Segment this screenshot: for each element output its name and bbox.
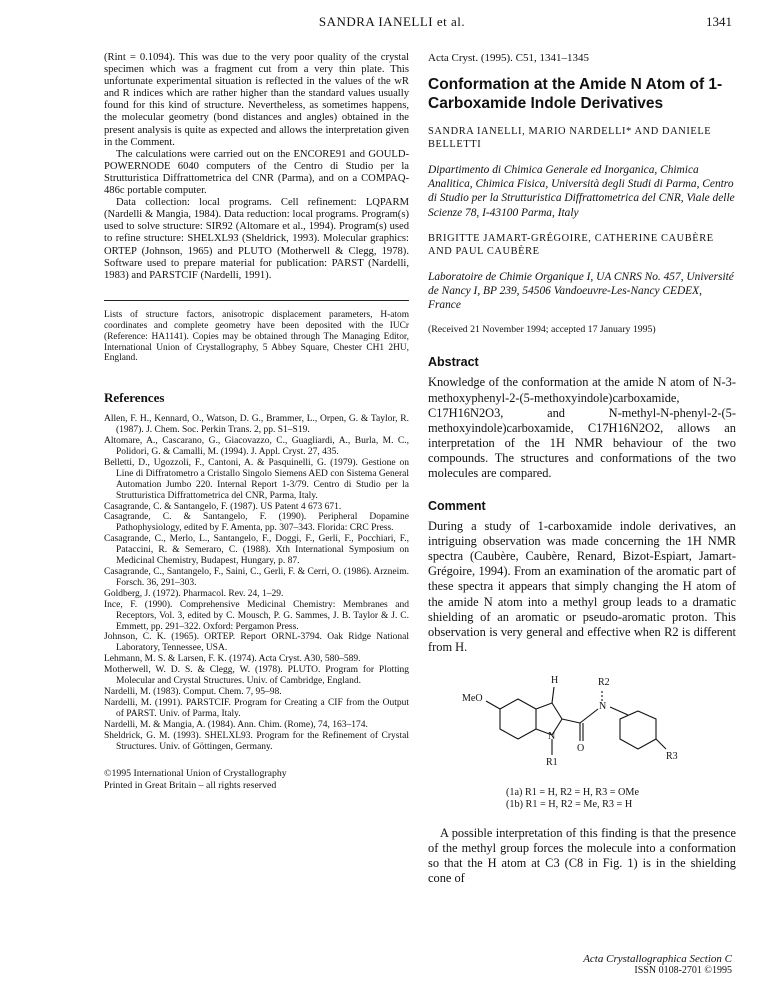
affiliation-1: Dipartimento di Chimica Generale ed Inorganica, Chimica Analitica, Chimica Fisica, Università degli Studi di Parma, Centro di Studio per la Strutturistica Diffrattometrica del CNR, Viale delle Scienze 78, I-43100 Parma, Italy (428, 164, 735, 219)
copyright-line: ©1995 International Union of Crystallography (104, 768, 287, 780)
benzene-ring-indole (500, 699, 536, 739)
comment-heading: Comment (428, 499, 486, 514)
affiliation-2: Laboratoire de Chimie Organique I, UA CNRS No. 457, Université de Nancy I, BP 239, 54506 Vandoeuvre-Les-Nancy CEDEX, France (428, 270, 734, 312)
reference-item: Nardelli, M. (1983). Comput. Chem. 7, 95–98. (104, 686, 282, 697)
programs-paragraph: Data collection: local programs. Cell refinement: LQPARM (Nardelli & Mangia, 1984). Data reduction: local programs. Program(s) used to solve structure: SIR92 (Altomare et al., 1994). Program(s) used to refine structure: SHELXL93 (Sheldrick, 1993). Molecular graphics: ORTEP (Johnson, 1965) and PLUTO (Motherwell & Clegg, 1978). Software used to prepare material for publication: PARST (Nardelli, 1983) and PARSTCIF (Nardelli, 1991). (104, 197, 409, 281)
received-dates: (Received 21 November 1994; accepted 17 January 1995) (428, 324, 656, 336)
comment-continuation: A possible interpretation of this finding is that the presence of the methyl group forces the molecule into a conformation so that the H atom at C3 (C8 in Fig. 1) is in the shielding cone of (428, 825, 736, 886)
reference-item: Johnson, C. K. (1965). ORTEP. Report ORNL-3794. Oak Ridge National Laboratory, Tennessee, USA. (104, 632, 409, 654)
reference-item: Nardelli, M. (1991). PARSTCIF. Program for Creating a CIF from the Output of PARST. Univ. of Parma, Italy. (104, 697, 409, 719)
references-heading: References (104, 390, 165, 406)
c3-h-bond (552, 687, 554, 703)
reference-item: Motherwell, W. D. S. & Clegg, W. (1978). PLUTO. Program for Plotting Molecular and Crystal Structures. Univ. of Cambridge, England. (104, 665, 409, 687)
n-phenyl-bond (610, 707, 628, 715)
abstract-text: Knowledge of the conformation at the amide N atom of N-3-methoxyphenyl-2-(5-methoxyindole)carboxamide, C17H16N2O3, and N-methyl-N-phenyl-2-(5-methoxyindole)carboxamide, C17H16N2O2, allows an interpretation of the 1H NMR behaviour of the two compounds. The structures and conformations of the two molecules are compared. (428, 375, 736, 480)
article-title: Conformation at the Amide N Atom of 1-Carboxamide Indole Derivatives (428, 76, 723, 112)
r3-label: R3 (666, 750, 678, 762)
chemical-structure-drawing (428, 671, 736, 781)
reference-item: Allen, F. H., Kennard, O., Watson, D. G., Brammer, L., Orpen, G. & Taylor, R. (1987). J. Chem. Soc. Perkin Trans. 2, pp. S1–S19. (104, 414, 409, 436)
page-header (0, 14, 784, 34)
reference-item: Casagrande, C. & Santangelo, F. (1990). Peripheral Dopamine Pathophysiology, edited by F. Amenta, pp. 307–343. Florida: CRC Press. (104, 512, 409, 534)
meo-bond (486, 701, 500, 709)
printed-line: Printed in Great Britain – all rights reserved (104, 779, 277, 791)
references-list (104, 414, 409, 752)
abstract-heading: Abstract (428, 355, 479, 370)
reference-item: Lehmann, M. S. & Larsen, F. K. (1974). Acta Cryst. A30, 580–589. (104, 654, 361, 665)
r1-label: R1 (546, 756, 558, 768)
journal-reference: Acta Cryst. (1995). C51, 1341–1345 (428, 52, 590, 64)
figure-caption (506, 787, 736, 812)
reference-item: Altomare, A., Cascarano, G., Giacovazzo, C., Guagliardi, A., Burla, M. C., Polidori, G. & Camalli, M. (1994). J. Appl. Cryst. 27, 435. (104, 436, 409, 458)
reference-item: Sheldrick, G. M. (1993). SHELXL93. Program for the Refinement of Crystal Structures. Univ. of Göttingen, Germany. (104, 730, 409, 752)
comment-text: During a study of 1-carboxamide indole derivatives, an intriguing observation was made concerning the 1H NMR spectra (Caubère, Caubère, Renard, Bizot-Espiart, Jamart-Grégoire, 1994). From an examination of the aromatic part of these spectra it appears that simply changing the H atom of the amide N atom into a methyl group leads to a dramatic shielding of an aromatic or pseudo-aromatic proton. This observation is very general and effective when R2 is different from H. (428, 519, 736, 654)
reference-item: Goldberg, J. (1972). Pharmacol. Rev. 24, 1–29. (104, 588, 284, 599)
authors-group-2: BRIGITTE JAMART-GRÉGOIRE, CATHERINE CAUBÈRE AND PAUL CAUBÈRE (428, 232, 714, 257)
right-column (428, 52, 736, 886)
reference-item: Ince, F. (1990). Comprehensive Medicinal Chemistry: Membranes and Receptors, Vol. 3, edited by C. Mousch, P. G. Sammes, J. B. Taylor & J. C. Emmett, pp. 291–322. Oxford: Pergamon Press. (104, 599, 409, 632)
deposit-divider (104, 300, 409, 301)
page-number: 1341 (706, 14, 732, 29)
copyright-block (104, 768, 409, 791)
ring-n-label: N (548, 730, 556, 742)
chemical-structure-figure (428, 671, 736, 781)
running-head: SANDRA IANELLI et al. (318, 14, 466, 29)
h-label: H (551, 674, 559, 686)
compound-1a-caption: (1a) R1 = H, R2 = H, R3 = OMe (506, 786, 639, 798)
r3-bond (656, 739, 666, 749)
journal-footer (583, 953, 732, 977)
o-label: O (577, 742, 585, 754)
compound-1b-caption: (1b) R1 = H, R2 = Me, R3 = H (506, 799, 633, 811)
reference-item: Belletti, D., Ugozzoli, F., Cantoni, A. & Pasquinelli, G. (1979). Gestione on Line di Diffratometro a Cristallo Singolo Siemens AED con Sistema General Automation Jumbo 220. Internal Report 1-3/79. Centro di Studio per la Strutturistica Diffrattometrica del CNR, Parma, Italy. (104, 457, 409, 501)
deposit-note: Lists of structure factors, anisotropic displacement parameters, H-atom coordinates and complete geometry have been deposited with the IUCr (Reference: HA1141). Copies may be obtained through The Managing Editor, International Union of Crystallography, 5 Abbey Square, Chester CH1 2HU, England. (104, 309, 409, 364)
meo-label: MeO (462, 692, 483, 704)
journal-section: Acta Crystallographica Section C (583, 953, 732, 965)
computers-paragraph: The calculations were carried out on the ENCORE91 and GOULD-POWERNODE 6040 computers of the Centro di Studio per la Strutturistica Diffrattometrica del CNR (Parma), and on a COMPAQ-486c portable computer. (104, 148, 409, 197)
authors-group-1: SANDRA IANELLI, MARIO NARDELLI* AND DANIELE BELLETTI (428, 126, 712, 150)
left-column (104, 52, 409, 791)
r2-label: R2 (598, 676, 610, 688)
c-n-bond (580, 709, 598, 723)
issn-line: ISSN 0108-2701 ©1995 (634, 965, 732, 976)
reference-item: Nardelli, M. & Mangia, A. (1984). Ann. Chim. (Rome), 74, 163–174. (104, 719, 368, 730)
amide-n-label: N (599, 700, 607, 712)
carbonyl-bond (562, 719, 580, 723)
experimental-continuation: (Rint = 0.1094). This was due to the very poor quality of the crystal specimen which was a fragment cut from a very thin plate. This unfortunate experimental situation is reflected in the values of the wR and R indices which are rather higher than the standard values usually found for this kind of structure. Nevertheless, as sometimes happens, the molecular geometry (bond distances and angles) obtained in the present analysis is quite as expected and allows the interpretation given in the Comment. (104, 52, 409, 148)
reference-item: Casagrande, C., Merlo, L., Santangelo, F., Doggi, F., Gerli, F., Pocchiari, F., Pataccini, R. & Semeraro, C. (1988). Xth International Symposium on Medicinal Chemistry, Budapest, Hungary, p. 87. (104, 534, 409, 567)
reference-item: Casagrande, C. & Santangelo, F. (1987). US Patent 4 673 671. (104, 501, 342, 512)
phenyl-ring (620, 711, 656, 749)
reference-item: Casagrande, C., Santangelo, F., Saini, C., Gerli, F. & Cerri, O. (1986). Arzneim. Forsch. 36, 291–303. (104, 567, 409, 588)
